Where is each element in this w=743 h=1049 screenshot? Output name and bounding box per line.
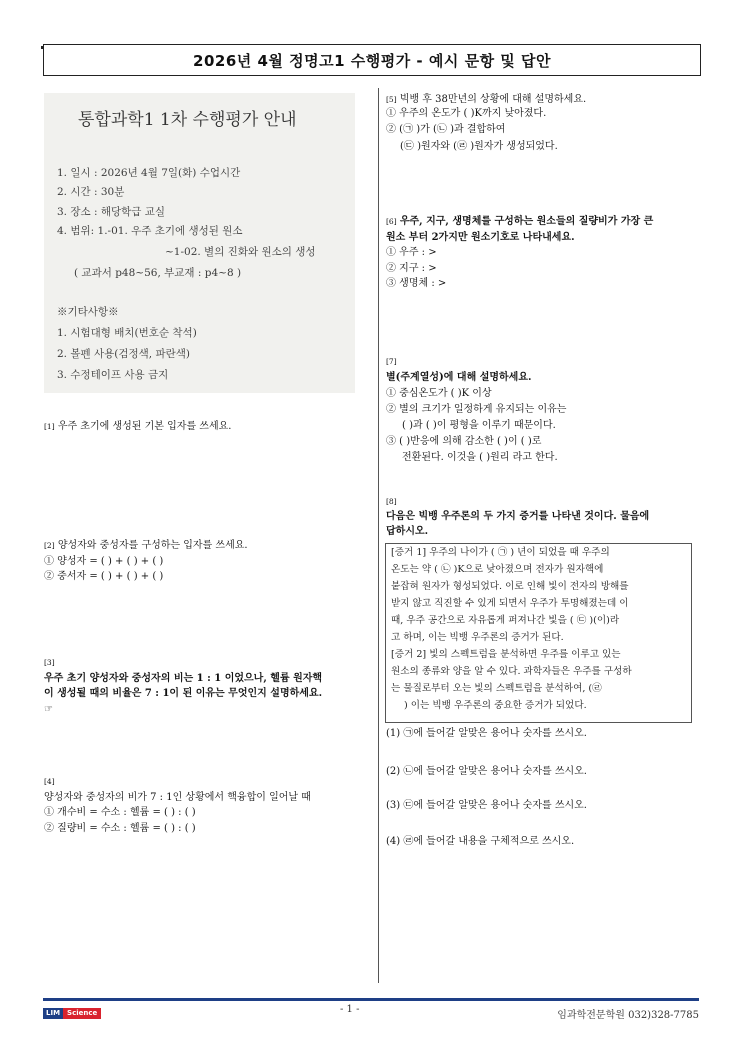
question-text: 우주, 지구, 생명체를 구성하는 원소들의 질량비가 가장 큰 bbox=[399, 216, 654, 227]
evidence-line: 온도는 약 ( ㉡ )K으로 낮아졌으며 전자가 원자핵에 bbox=[391, 564, 604, 575]
notice-line: ( 교과서 p48~56, 부교재 : p4~8 ) bbox=[74, 267, 242, 279]
evidence-line: [증거 1] 우주의 나이가 ( ㉠ ) 년이 되었을 때 우주의 bbox=[391, 547, 610, 558]
evidence-line: 받지 않고 직진할 수 있게 되면서 우주가 투명해졌는데 이 bbox=[391, 598, 629, 609]
answer-line: ① 우주 : > bbox=[386, 247, 437, 258]
publisher-logo: LIM Science bbox=[43, 1008, 101, 1019]
question-3: [3] 우주 초기 양성자와 중성자의 비는 1 : 1 이었으나, 헬륨 원자핵 이 생성될 때의 비율은 7 : 1이 된 이유는 무엇인지 설명하세요. ☞ bbox=[44, 655, 322, 717]
question-text: 이 생성될 때의 비율은 7 : 1이 된 이유는 무엇인지 설명하세요. bbox=[44, 688, 323, 699]
answer-line: ② 질량비 = 수소 : 헬륨 = ( ) : ( ) bbox=[44, 822, 196, 834]
question-7: [7] 별(주계열성)에 대해 설명하세요. ① 중심온도가 ( )K 이상 ② 별의 크기가 일정하게 유지되는 이유는 ( )과 ( )이 평형을 이루기 때문이다. ③ ( )반응에 의해 감소한 ( )이 ( )로 전환된다. 이것을 ( )원리 라고 한다. bbox=[386, 354, 566, 466]
answer-line: ① 중심온도가 ( )K 이상 bbox=[386, 388, 492, 399]
evidence-line: [증거 2] 빛의 스펙트럼을 분석하면 우주를 이루고 있는 bbox=[391, 649, 621, 660]
evidence-line: 고 하며, 이는 빅뱅 우주론의 증거가 된다. bbox=[391, 632, 564, 643]
page-number: - 1 - bbox=[340, 1004, 360, 1015]
answer-line: ② (㉠ )가 (㉡ )과 결합하여 bbox=[386, 124, 506, 135]
question-4: [4] 양성자와 중성자의 비가 7 : 1인 상황에서 핵융합이 일어날 때 ① 개수비 = 수소 : 헬륨 = ( ) : ( ) ② 질량비 = 수소 : 헬륨 = ( ) : ( ) bbox=[44, 774, 311, 836]
notice-line: ~1-02. 별의 진화와 원소의 생성 bbox=[165, 246, 316, 258]
evidence-line: 때, 우주 공간으로 자유롭게 퍼져나간 빛을 ( ㉢ )(이)라 bbox=[391, 615, 620, 626]
sub-question-3: (3) ㉢에 들어갈 알맞은 용어나 숫자를 쓰시오. bbox=[386, 800, 587, 811]
question-text: 양성자와 중성자를 구성하는 입자를 쓰세요. bbox=[57, 540, 248, 551]
page-title-box bbox=[43, 44, 701, 76]
footer-rule bbox=[43, 998, 699, 1001]
question-8: [8] 다음은 빅뱅 우주론의 두 가지 증거를 나타낸 것이다. 물음에 답하시오. bbox=[386, 497, 650, 537]
answer-line: ① 개수비 = 수소 : 헬륨 = ( ) : ( ) bbox=[44, 807, 196, 818]
answer-line: (㉢ )원자와 (㉣ )원자가 생성되었다. bbox=[400, 140, 558, 152]
question-text: 답하시오. bbox=[386, 526, 429, 537]
evidence-line: ) 이는 빅뱅 우주론의 중요한 증거가 되었다. bbox=[404, 700, 587, 711]
question-text: 별(주계열성)에 대해 설명하세요. bbox=[386, 372, 532, 383]
question-text: 우주 초기에 생성된 기본 입자를 쓰세요. bbox=[57, 421, 232, 432]
answer-line: ② 중서자 = ( ) + ( ) + ( ) bbox=[44, 571, 164, 582]
notice-line: 3. 수정테이프 사용 금지 bbox=[57, 369, 169, 381]
page-title: 2026년 4월 정명고1 수행평가 - 예시 문항 및 답안 bbox=[193, 51, 551, 70]
notice-line: ※기타사항※ bbox=[57, 306, 119, 318]
evidence-box bbox=[385, 543, 692, 723]
notice-line: 1. 시험대형 배치(번호순 착석) bbox=[57, 327, 197, 339]
answer-line: ③ ( )반응에 의해 감소한 ( )이 ( )로 bbox=[386, 436, 542, 447]
notice-title: 통합과학1 1차 수행평가 안내 bbox=[78, 110, 297, 130]
question-text: 원소 부터 2가지만 원소기호로 나타내세요. bbox=[386, 231, 575, 243]
question-text: 우주 초기 양성자와 중성자의 비는 1 : 1 이었으나, 헬륨 원자핵 bbox=[44, 672, 323, 684]
sub-question-1: (1) ㉠에 들어갈 알맞은 용어나 숫자를 쓰시오. bbox=[386, 728, 587, 739]
sub-question-4: (4) ㉣에 들어갈 내용을 구체적으로 쓰시오. bbox=[386, 836, 575, 847]
question-text: 양성자와 중성자의 비가 7 : 1인 상황에서 핵융합이 일어날 때 bbox=[44, 791, 311, 803]
evidence-line: 원소의 종류와 양을 알 수 있다. 과학자들은 우주를 구성하 bbox=[391, 666, 632, 677]
notice-line: 3. 장소 : 해당학급 교실 bbox=[57, 206, 166, 218]
sub-question-2: (2) ㉡에 들어갈 알맞은 용어나 숫자를 쓰시오. bbox=[386, 766, 587, 777]
question-6: [6] 우주, 지구, 생명체를 구성하는 원소들의 질량비가 가장 큰 원소 부터 2가지만 원소기호로 나타내세요. ① 우주 : > ② 지구 : > ③ 생명체 : > bbox=[386, 214, 653, 292]
answer-line: ① 양성자 = ( ) + ( ) + ( ) bbox=[44, 555, 164, 567]
question-1: [1] 우주 초기에 생성된 기본 입자를 쓰세요. bbox=[44, 421, 232, 432]
assessment-notice bbox=[44, 93, 355, 393]
evidence-line: 붙잡혀 원자가 형성되었다. 이로 인해 빛이 전자의 방해를 bbox=[391, 581, 629, 592]
answer-line: ② 별의 크기가 일정하게 유지되는 이유는 bbox=[386, 404, 567, 415]
academy-contact: 임과학전문학원 032)328-7785 bbox=[557, 1010, 699, 1021]
question-text: 빅뱅 후 38만년의 상황에 대해 설명하세요. bbox=[399, 94, 587, 105]
notice-line: 2. 시간 : 30분 bbox=[57, 186, 125, 198]
answer-line: ③ 생명체 : > bbox=[386, 278, 447, 289]
answer-line: ( )과 ( )이 평형을 이루기 때문이다. bbox=[402, 420, 556, 431]
column-divider bbox=[378, 88, 379, 983]
notice-line: 1. 일시 : 2026년 4월 7일(화) 수업시간 bbox=[57, 167, 241, 179]
answer-mark: ☞ bbox=[44, 703, 53, 715]
notice-line: 2. 볼펜 사용(검정색, 파란색) bbox=[57, 348, 190, 360]
answer-line: 전환된다. 이것을 ( )원리 라고 한다. bbox=[402, 452, 558, 463]
answer-line: ① 우주의 온도가 ( )K까지 낮아졌다. bbox=[386, 107, 547, 119]
notice-line: 4. 범위: 1.-01. 우주 초기에 생성된 원소 bbox=[57, 225, 243, 237]
answer-line: ② 지구 : > bbox=[386, 262, 437, 274]
question-5: [5] 빅뱅 후 38만년의 상황에 대해 설명하세요. ① 우주의 온도가 ( )K까지 낮아졌다. ② (㉠ )가 (㉡ )과 결합하여 (㉢ )원자와 (㉣ )원자가 생성되었다. bbox=[386, 94, 587, 152]
evidence-line: 는 물질로부터 오는 빛의 스펙트럼을 분석하여, (㉣ bbox=[391, 683, 602, 694]
question-text: 다음은 빅뱅 우주론의 두 가지 증거를 나타낸 것이다. 물음에 bbox=[386, 511, 650, 522]
question-2: [2] 양성자와 중성자를 구성하는 입자를 쓰세요. ① 양성자 = ( ) + ( ) + ( ) ② 중서자 = ( ) + ( ) + ( ) bbox=[44, 538, 248, 585]
